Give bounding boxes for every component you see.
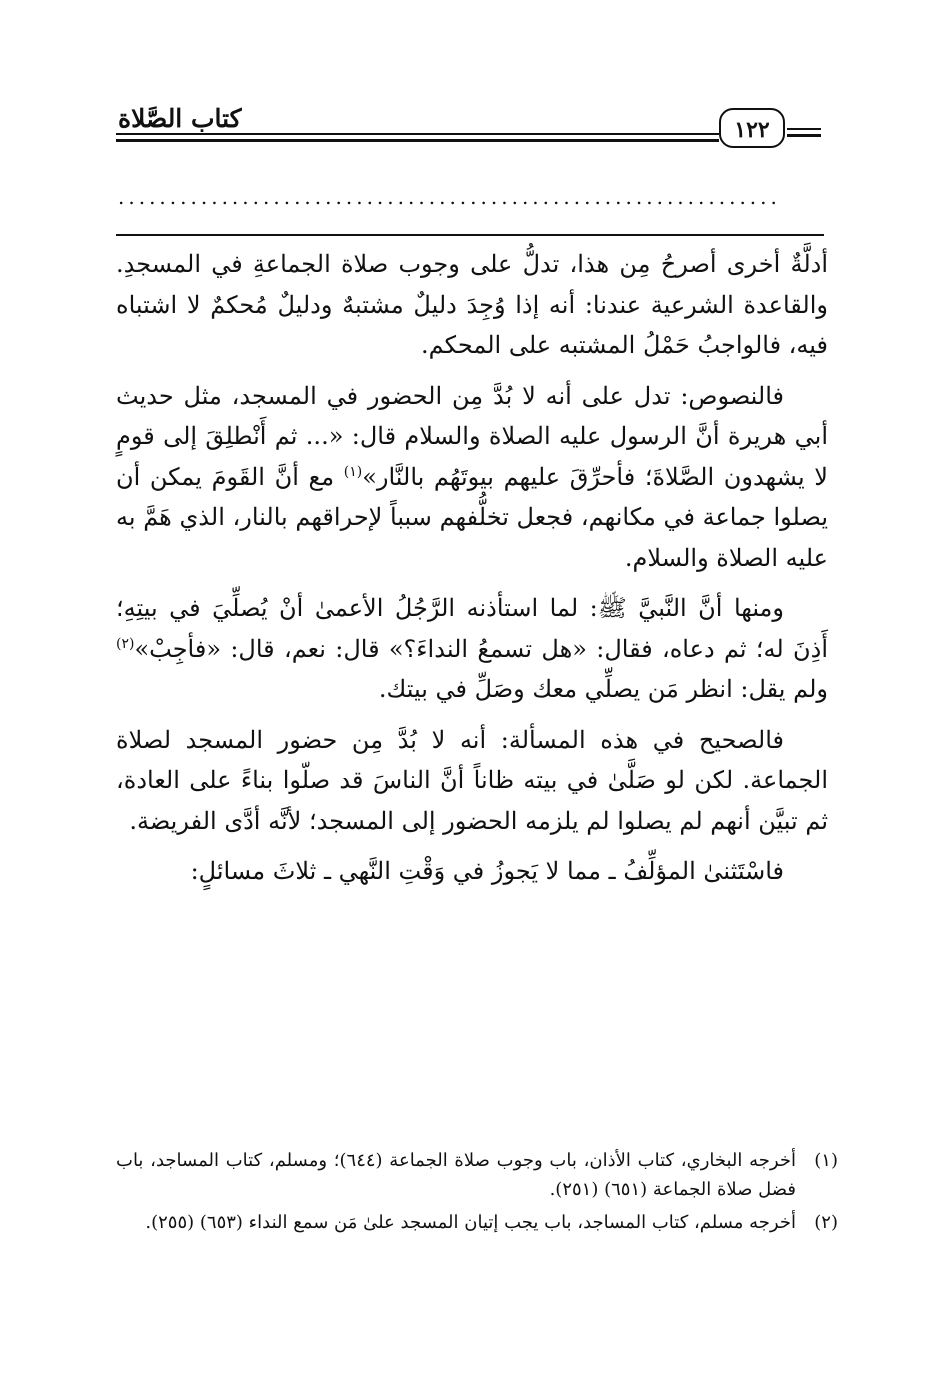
footnote-text: أخرجه مسلم، كتاب المساجد، باب يجب إتيان المسجد علىٰ مَن سمع النداء (٦٥٣) (٢٥٥). — [145, 1212, 796, 1233]
paragraph-4: فالصحيح في هذه المسألة: أنه لا بُدَّ مِن حضور المسجد لصلاة الجماعة. لكن لو صَلَّىٰ في بيته ظاناً أنَّ الناسَ قد صلّوا بناءً على العادة، ثم تبيَّن أنهم لم يصلوا لم يلزمه الحضور إلى المسجد؛ لأنَّه أدَّى الفريضة. — [116, 725, 828, 835]
header-rule-right-top — [787, 128, 821, 130]
footnote-1 — [116, 1146, 838, 1204]
header-rule-top — [116, 133, 719, 135]
footnote-2 — [116, 1208, 838, 1237]
footnote-number: (٢) — [814, 1212, 838, 1233]
page-number: ١٢٢ — [719, 108, 785, 148]
section-separator — [116, 234, 824, 236]
main-text — [116, 244, 828, 902]
paragraph-3-cont: ولم يقل: انظر مَن يصلِّي معك وصَلِّ في بيتك. — [378, 675, 828, 703]
paragraph-1: أدلَّةٌ أخرى أصرحُ مِن هذا، تدلُّ على وجوب صلاة الجماعةِ في المسجدِ. والقاعدة الشرعية عندنا: أنه إذا وُجِدَ دليلٌ مشتبهٌ ودليلٌ مُحكمٌ لا اشتباه فيه، فالواجبُ حَمْلُ المشتبه على المحكم. — [116, 250, 828, 359]
header-rule-right-bottom — [787, 134, 821, 137]
footnote-number: (١) — [814, 1150, 838, 1171]
footnotes — [116, 1146, 838, 1241]
paragraph-2-text: فالنصوص: تدل على أنه لا بُدَّ مِن الحضور في المسجد، مثل حديث أبي هريرة أنَّ الرسول عليه الصلاة والسلام قال: «... ثم أَنْطلِقَ إلى قومٍ لا يشهدون الصَّلاةَ؛ فأحرِّقَ عليهم بيوتَهُم بالنَّار» — [116, 381, 828, 491]
header-rule-bottom — [116, 139, 719, 142]
paragraph-3 — [116, 588, 828, 710]
paragraph-2 — [116, 376, 828, 579]
footnote-ref-1[interactable]: (١) — [343, 463, 363, 480]
running-header-title: كتاب الصَّلاة — [118, 104, 242, 133]
footnote-ref-2[interactable]: (٢) — [116, 635, 135, 652]
paragraph-3-text: ومنها أنَّ النَّبيَّ ﷺ: لما استأذنه الرَّجُلُ الأعمىٰ أنْ يُصلِّيَ في بيتِهِ؛ أَذِنَ له؛ ثم دعاه، فقال: «هل تسمعُ النداءَ؟» قال: نعم، قال: «فأجِبْ» — [116, 594, 829, 663]
paragraph-5: فاسْتَثنىٰ المؤلِّفُ ـ مما لا يَجوزُ في وَقْتِ النَّهي ـ ثلاثَ مسائلٍ: — [190, 857, 784, 885]
ellipsis-dots: ................................................................ — [118, 185, 781, 209]
footnote-text: أخرجه البخاري، كتاب الأذان، باب وجوب صلاة الجماعة (٦٤٤)؛ ومسلم، كتاب المساجد، باب فضل صلاة الجماعة (٦٥١) (٢٥١). — [116, 1150, 796, 1200]
paragraph-2-cont: مع أنَّ القَومَ يمكن أن يصلوا جماعة في مكانهم، فجعل تخلُّفهم سبباً لإحراقهم بالنار، الذي هَمَّ به عليه الصلاة والسلام. — [116, 462, 828, 572]
